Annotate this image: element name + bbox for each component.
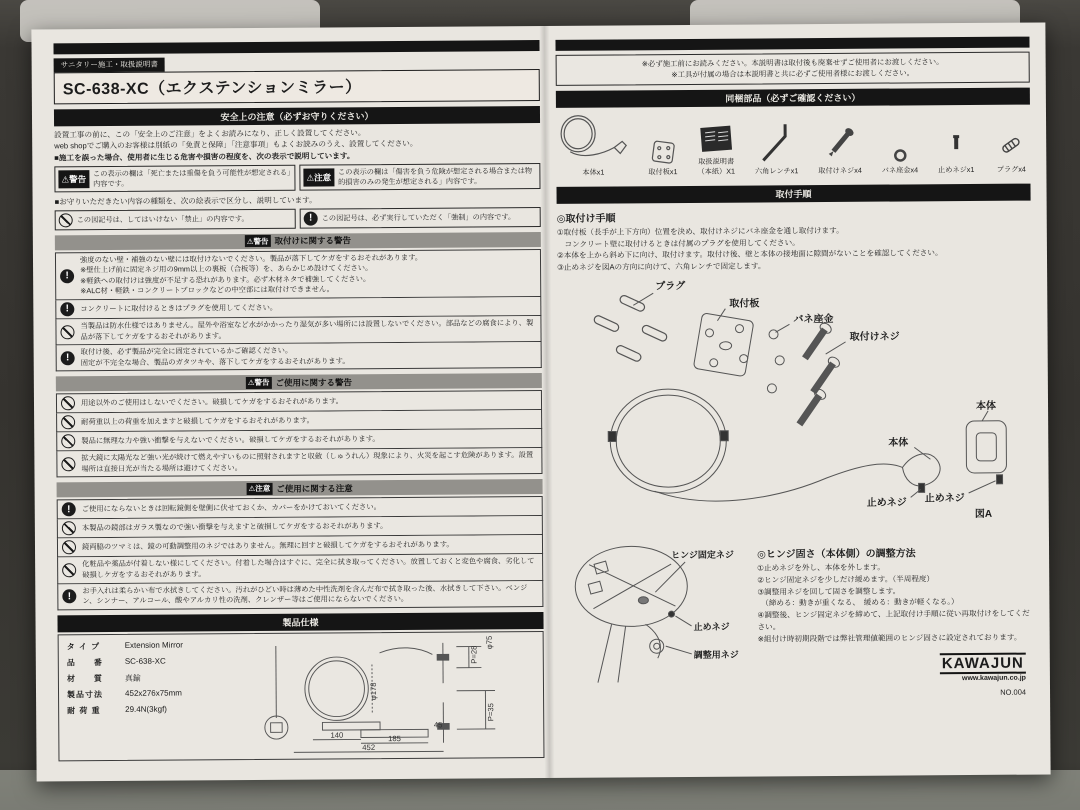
part-item: 本体x1 <box>558 113 628 177</box>
spec-label: 材 質 <box>66 673 103 684</box>
install-steps-title: ◎取付け手順 <box>556 213 616 225</box>
svg-text:ヒンジ固定ネジ: ヒンジ固定ネジ <box>671 549 734 561</box>
left-page <box>53 26 544 781</box>
svg-text:本体: 本体 <box>888 437 909 449</box>
part-item: 取扱説明書 （本紙）X1 <box>697 125 735 177</box>
mirror-body-icon <box>558 113 628 165</box>
svg-text:P=28: P=28 <box>469 645 479 664</box>
warning-definition <box>54 165 295 192</box>
intro-line: 設置工事の前に、この「安全上のご注意」をよくお読みになり、正しく設置してください。 <box>54 128 366 140</box>
symbol-definitions <box>55 207 541 230</box>
warning-definition-text: この表示の欄は「死亡または重傷を負う可能性が想定される」内容です。 <box>92 167 291 189</box>
hinge-steps-text: ①止めネジを外し、本体を外します。 ②ヒンジ固定ネジを少しだけ緩めます。（半周程度） ③調整用ネジを回して固さを調整します。 （締める：動きが重くなる、 緩める：動きが軽くなる。） ④調整後、ヒンジ固定ネジを締めて、上記取付け手順に従い再取付けをしてください。 ※組付け時初期段階では弊社管理値範囲のヒンジ固さに設定されております。 <box>757 562 1030 644</box>
safety-rule-row <box>55 249 541 301</box>
prohibition-icon <box>62 563 76 577</box>
mandatory-icon <box>62 503 76 517</box>
spec-label: 品 番 <box>66 657 103 668</box>
rule-text: 用途以外のご使用はしないでください。破損してケガをするおそれがあります。 <box>80 396 343 408</box>
hinge-title: ◎ヒンジ固さ（本体側）の調整方法 <box>757 548 916 561</box>
prohibition-icon <box>61 434 75 448</box>
prohibition-icon <box>62 541 76 555</box>
rule-text: 製品に無理な力や強い衝撃を与えないでください。破損してケガをするおそれがあります。 <box>81 434 380 446</box>
caution-badge-icon: ⚠注意 <box>303 168 334 186</box>
warning-badge-icon: ⚠警告 <box>246 377 272 389</box>
prohibition-icon <box>61 396 75 410</box>
doc-number: NO.004 <box>1000 687 1027 698</box>
prohibition-icon <box>60 325 74 339</box>
svg-text:185: 185 <box>388 733 401 743</box>
svg-text:バネ座金: バネ座金 <box>793 313 834 326</box>
spring-washer-icon <box>892 147 908 163</box>
install-steps-header: 取付手順 <box>556 184 1030 204</box>
prohibition-icon <box>59 213 73 227</box>
install-steps-text: ①取付板（長手が上下方向）位置を決め、取付けネジにバネ座金を通し取付けます。 コンクリート壁に取付けるときは付属のプラグを使用してください。 ②本体を上から斜め下に向け、取付けます。取付け後、壁と本体の接地面に隙間がないことを確認してください。 ③止めネジを図Aの方向に向けて、六角レンチで固定します。 <box>556 225 943 273</box>
spec-value: SC-638-XC <box>124 656 166 666</box>
rule-text: コンクリートに取付けるときはプラグを使用してください。 <box>80 302 278 313</box>
svg-text:452: 452 <box>362 742 376 752</box>
title-box <box>54 69 540 104</box>
svg-text:φ75: φ75 <box>484 635 494 650</box>
page-top-bar <box>555 37 1029 51</box>
dimension-drawing <box>255 632 544 759</box>
mandatory-icon <box>304 211 318 225</box>
part-item: プラグx4 <box>994 129 1028 175</box>
spec-value: 452x276x75mm <box>124 688 182 698</box>
spec-label: 耐 荷 重 <box>67 705 101 716</box>
prohibition-symbol-definition <box>55 208 296 230</box>
spec-label: 製品寸法 <box>66 689 104 700</box>
rule-text: 当製品は防水仕様ではありません。屋外や浴室など水がかかったり湿気が多い場所には設置しないでください。部品などの腐食により、製品が落下してケガをするおそれがあります。 <box>80 317 534 341</box>
part-item: 取付けネジx4 <box>818 124 862 176</box>
note-line: ※工具が付属の場合は本説明書と共に必ずご使用者様にお渡しください。 <box>671 68 915 80</box>
rule-text: 拡大鏡に太陽光など強い光が続けて燃えやすいものに照射されますと収斂（しゅうれん）現象により、火災を起こす危険があります。設置場所は直接日光が当たる場所は避けてください。 <box>81 450 534 474</box>
spec-value: 29.4N(3kgf) <box>125 704 167 714</box>
mandatory-symbol-definition <box>300 207 541 229</box>
safety-header: 安全上の注意（必ずお守りください） <box>54 106 540 126</box>
plug-icon <box>994 129 1028 163</box>
rule-text: 鏡両脇のツマミは、鏡の可動調整用のネジではありません。無理に回すと破損してケガをするおそれがあります。 <box>81 539 454 552</box>
hex-wrench-icon <box>759 120 793 164</box>
mandatory-icon <box>61 351 75 365</box>
brand-block <box>758 653 1034 699</box>
prohibition-icon <box>62 522 76 536</box>
svg-text:止めネジ: 止めネジ <box>866 497 907 509</box>
section-header-usage-warning <box>56 373 542 391</box>
hinge-diagram <box>559 534 750 685</box>
part-item: 取付板x1 <box>648 139 677 177</box>
mandatory-icon <box>60 269 74 283</box>
set-screw-icon <box>950 133 962 163</box>
safety-rule-row <box>55 316 541 346</box>
prohibition-icon <box>61 415 75 429</box>
page-top-bar <box>53 40 539 54</box>
manual-sheet-icon <box>699 125 733 155</box>
hinge-adjustment-block <box>559 532 1034 701</box>
part-item: 六角レンチx1 <box>755 120 799 176</box>
warning-badge-icon: ⚠警告 <box>58 170 89 188</box>
product-title: SC-638-XC（エクステンションミラー） <box>62 79 362 99</box>
symbols-intro: ■お守りいただきたい内容の種類を、次の絵表示で区分し、説明しています。 <box>54 195 317 207</box>
svg-text:止めネジ: 止めネジ <box>924 493 965 505</box>
safety-rule-row <box>57 554 543 584</box>
svg-text:プラグ: プラグ <box>655 280 686 293</box>
signal-word-definitions <box>54 163 540 192</box>
note-line: ※必ず施工前にお読みください。本説明書は取付後も廃棄せずご使用者にお渡しください。 <box>641 57 944 69</box>
rule-text: ご使用にならないときは回転鏡側を壁側に伏せておくか、カバーをかけておいてください。 <box>81 502 381 514</box>
safety-rule-row <box>56 342 542 372</box>
mounting-plate-icon <box>650 139 676 165</box>
mounting-screw-icon <box>820 124 860 164</box>
brand-url: www.kawajun.co.jp <box>961 674 1026 683</box>
spec-value: 真鍮 <box>124 673 141 683</box>
section-header-mounting-warning <box>55 232 541 250</box>
svg-text:止めネジ: 止めネジ <box>693 621 730 632</box>
prohibition-icon <box>61 457 75 471</box>
spec-table <box>59 634 256 760</box>
svg-text:φ178: φ178 <box>368 682 379 700</box>
right-page <box>555 23 1034 778</box>
mandatory-icon <box>62 589 76 603</box>
safety-rule-row <box>56 448 542 478</box>
part-item: 止めネジx1 <box>938 133 975 175</box>
rule-text: 強度のない壁・補強のない壁には取付けないでください。製品が落下してケガをするおそれがあります。 ※壁仕上げ前に固定ネジ用の9mm以上の裏板（合板等）を、あらかじめ設けてください。 ※軽鉄への取付けは強度が不足する恐れがあります。必ず木材ネタで補強してください。 ※ALC材・軽鉄・コンクリートブロックなどの中空部には取付けできません。 <box>79 252 423 296</box>
rule-text: 取付け後、必ず製品が完全に固定されているかご確認ください。 固定が不完全な場合、製品のガタツキや、落下してケガをするおそれがあります。 <box>80 345 350 367</box>
spec-header: 製品仕様 <box>57 612 543 632</box>
spec-block <box>58 631 545 761</box>
doc-type-tab: サニタリー施工・取扱説明書 <box>54 58 165 73</box>
section-heading: ご使用に関する警告 <box>275 377 353 388</box>
pre-install-notes <box>556 52 1030 86</box>
manual-sheet <box>31 22 1050 781</box>
rule-text: 本製品の鏡部はガラス製なので強い衝撃を与えますと破損してケガをするおそれがあります。 <box>81 521 388 533</box>
included-parts-header: 同梱部品（必ずご確認ください） <box>556 88 1030 108</box>
parts-list <box>556 105 1031 182</box>
spec-label: タ イ プ <box>66 641 101 652</box>
mandatory-definition-text: この図記号は、必ず実行していただく「強制」の内容です。 <box>321 211 516 223</box>
safety-rule-row <box>57 581 543 611</box>
exploded-view-diagram <box>557 271 1033 526</box>
intro-line: web shopでご購入のお客様は別紙の「免責と保障」「注意事項」もよくお読みのうえ、設置してください。 <box>54 139 418 151</box>
caution-definition <box>299 163 540 190</box>
rule-text: 耐荷重以上の荷重を加えますと破損してケガをするおそれがあります。 <box>81 415 314 427</box>
svg-text:本体: 本体 <box>976 400 997 412</box>
kawajun-logo: KAWAJUN <box>940 653 1026 675</box>
prohibition-definition-text: この図記号は、してはいけない「禁止」の内容です。 <box>76 213 249 224</box>
spec-value: Extension Mirror <box>124 640 183 650</box>
mandatory-icon <box>60 302 74 316</box>
svg-text:図A: 図A <box>974 508 993 520</box>
caution-definition-text: この表示の欄は「傷害を負う危険が想定される場合または物的損害のみの発生が想定される」内容です。 <box>337 166 533 187</box>
svg-text:調整用ネジ: 調整用ネジ <box>693 649 739 660</box>
part-item: バネ座金x4 <box>882 147 919 175</box>
rule-text: お手入れは柔らかい布で水拭きしてください。汚れがひどい時は薄めた中性洗剤を含んだ布で拭き取った後、水拭きして下さい。ベンジン、シンナー、アルコール、酸やアルカリ性の洗剤、クレンザー等はご使用にならないでください。 <box>82 582 528 606</box>
svg-text:45: 45 <box>433 720 443 730</box>
warning-badge-icon: ⚠警告 <box>245 235 271 247</box>
svg-text:140: 140 <box>330 730 344 740</box>
section-heading: ご使用に関する注意 <box>276 483 353 494</box>
rule-text: 化粧品や薬品が付着しない様にしてください。付着した場合はすぐに、完全に拭き取ってください。放置しておくと変色や腐食、劣化して破損しケガをするおそれがあります。 <box>82 556 535 580</box>
caution-badge-icon: ⚠注意 <box>246 483 272 495</box>
svg-text:取付板: 取付板 <box>729 298 760 310</box>
svg-text:取付けネジ: 取付けネジ <box>849 331 900 343</box>
svg-text:P=35: P=35 <box>486 702 496 721</box>
section-header-usage-caution <box>57 479 543 497</box>
section-heading: 取付けに関する警告 <box>274 235 352 246</box>
intro-line: ■施工を誤った場合、使用者に生じる危害や損害の程度を、次の表示で説明しています。 <box>54 151 355 163</box>
